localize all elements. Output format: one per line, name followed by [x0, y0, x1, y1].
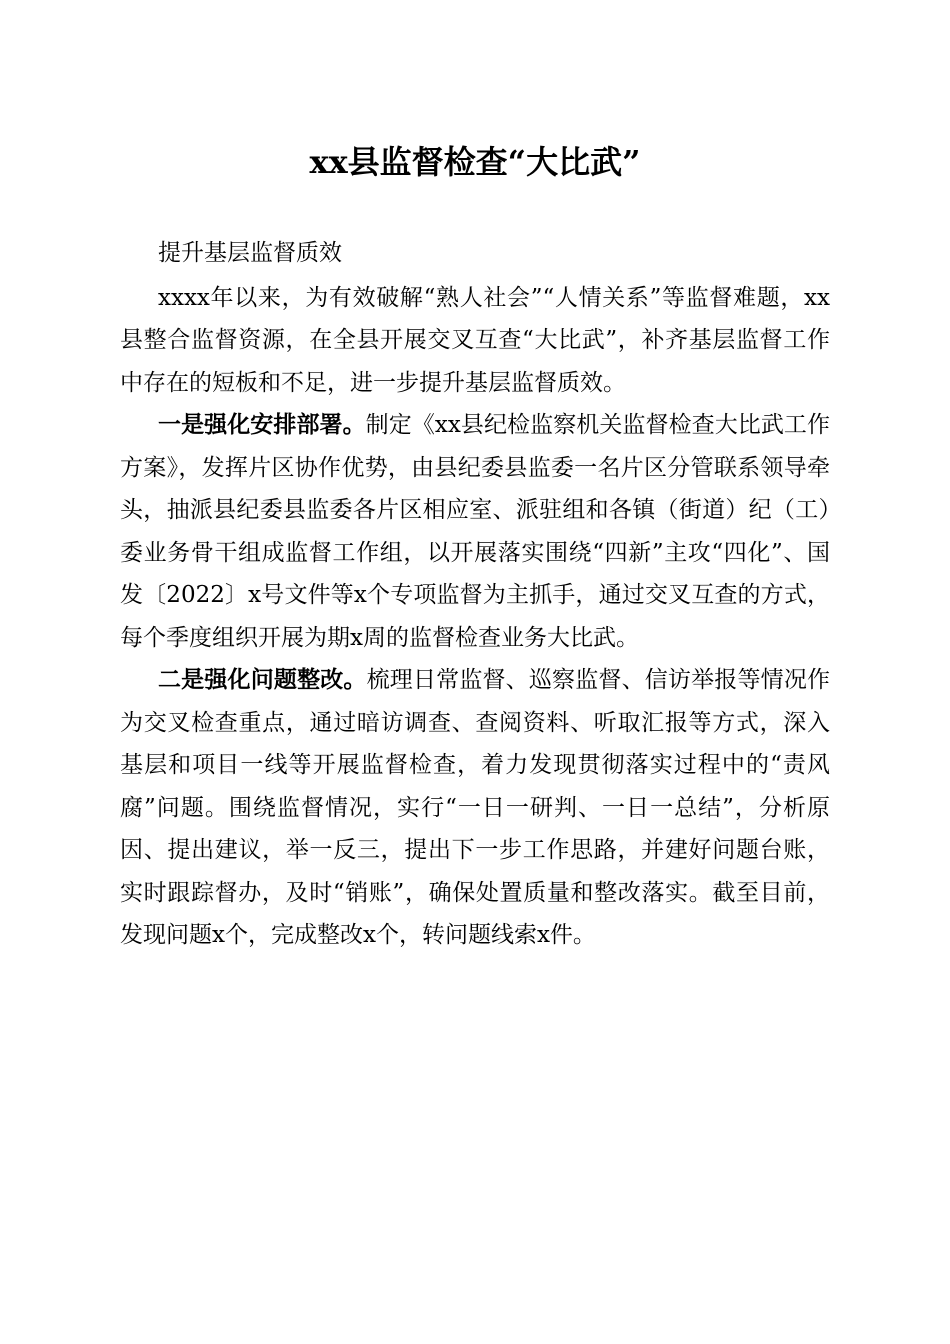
section-heading-deployment: 一是强化安排部署。: [158, 411, 366, 438]
section-heading-rectification: 二是强化问题整改。: [158, 666, 367, 693]
document-subtitle: 提升基层监督质效: [158, 240, 342, 266]
document-title: xx县监督检查“大比武”: [309, 143, 641, 181]
section-text-deployment: 制定《xx县纪检监察机关监督检查大比武工作方案》，发挥片区协作优势，由县纪委县监委一名片区分管联系领导牵头，抽派县纪委县监委各片区相应室、派驻组和各镇（街道）纪（工）委业务骨干组成监督工作组，以开展落实围绕“四新”主攻“四化”、国发〔2022〕x号文件等x个专项监督为主抓手，通过交叉互查的方式，每个季度组织开展为期x周的监督检查业务大比武。: [120, 412, 831, 651]
section-paragraph-deployment: [120, 404, 830, 659]
document-body: [120, 232, 830, 957]
section-text-rectification: 梳理日常监督、巡察监督、信访举报等情况作为交叉检查重点，通过暗访调查、查阅资料、听取汇报等方式，深入基层和项目一线等开展监督检查，着力发现贯彻落实过程中的“责风腐”问题。围绕监督情况，实行“一日一研判、一日一总结”，分析原因、提出建议，举一反三，提出下一步工作思路，并建好问题台账，实时跟踪督办，及时“销账”，确保处置质量和整改落实。截至目前，发现问题x个，完成整改x个，转问题线索x件。: [120, 667, 831, 948]
intro-paragraph: xxxx年以来，为有效破解“熟人社会”“人情关系”等监督难题，xx县整合监督资源，在全县开展交叉互查“大比武”，补齐基层监督工作中存在的短板和不足，进一步提升基层监督质效。: [120, 284, 830, 396]
section-paragraph-rectification: [120, 659, 830, 957]
